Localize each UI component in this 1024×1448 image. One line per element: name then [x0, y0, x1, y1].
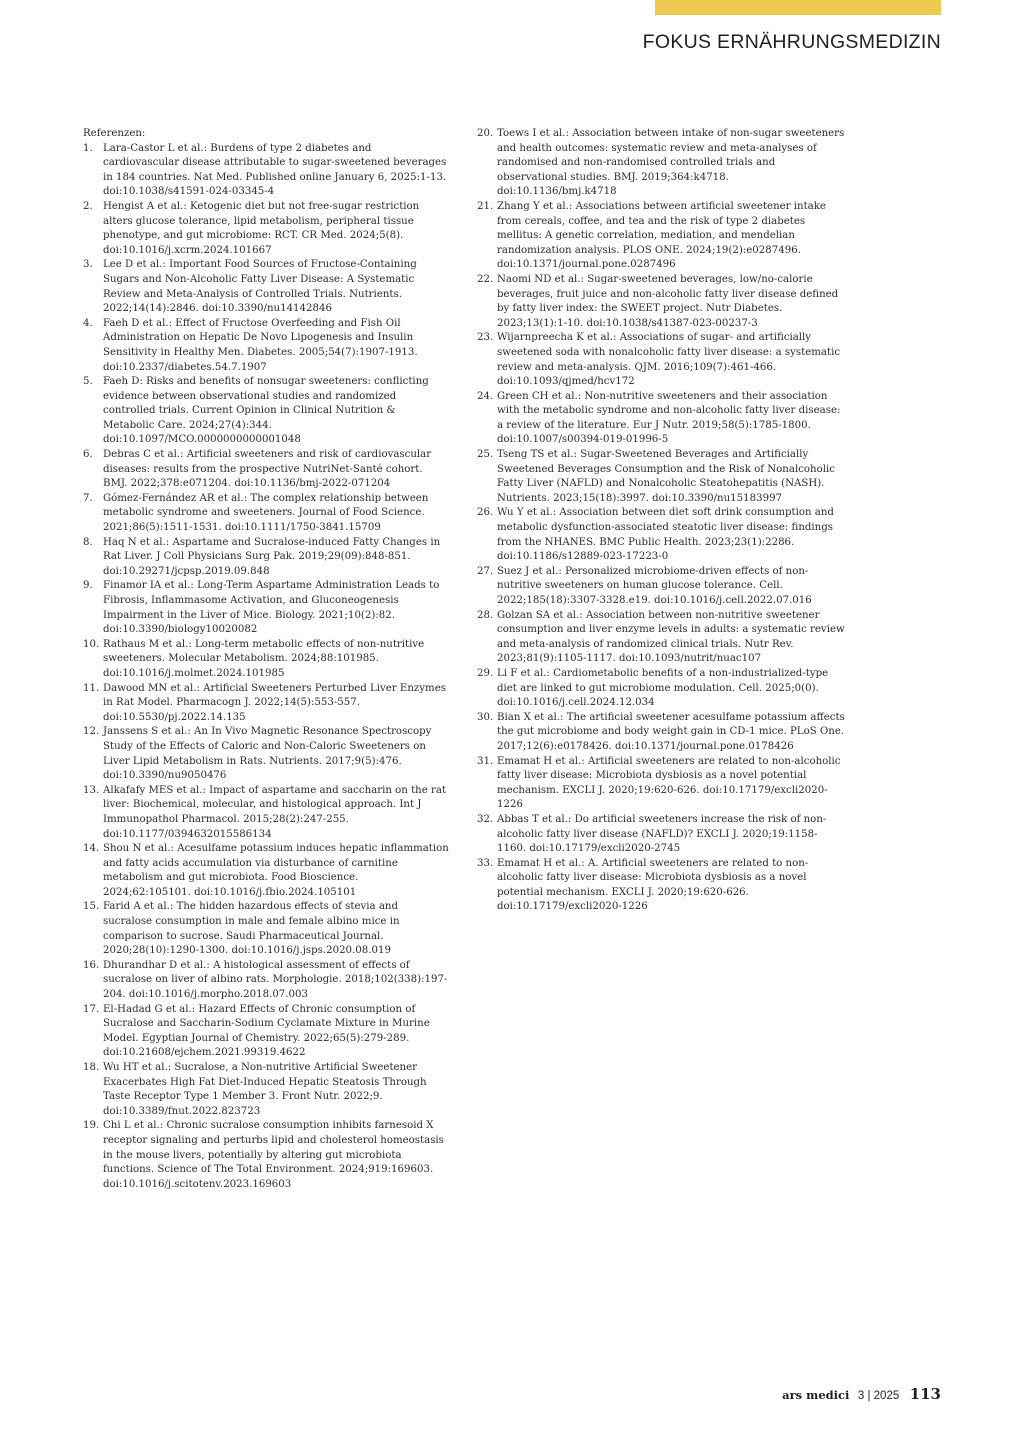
reference-text: Alkafafy MES et al.: Impact of aspartame and saccharin on the rat liver: Biochemical, molecular, and histological approach. Int J Immunopathol Pharmacol. 2015;28(2):247-255. doi:10.1177/0394632015586134 [103, 784, 447, 840]
reference-item [477, 813, 845, 857]
reference-item [83, 1119, 449, 1192]
reference-number: 3. [83, 259, 93, 271]
reference-text: Janssens S et al.: An In Vivo Magnetic Resonance Spectroscopy Study of the Effects of Caloric and Non-Caloric Sweeteners on Liver Lipid Metabolism in Rats. Nutrients. 2017;9(5):476. doi:10.3390/nu9050476 [103, 726, 432, 782]
reference-item [477, 273, 845, 331]
reference-number: 16. [83, 959, 100, 971]
reference-item [477, 667, 845, 711]
reference-item [477, 857, 845, 915]
reference-number: 30. [477, 711, 494, 723]
reference-text: Green CH et al.: Non-nutritive sweeteners and their association with the metabolic syndrome and non-alcoholic fatty liver disease: a review of the literature. Eur J Nutr. 2019;58(5):1785-1800. doi:10.1007/s00394-019-01996-5 [497, 390, 841, 446]
reference-number: 13. [83, 784, 100, 796]
reference-text: Zhang Y et al.: Associations between artificial sweetener intake from cereals, coffee, and tea and the risk of type 2 diabetes mellitus: A genetic correlation, mediation, and mendelian randomization analysis. PLOS ONE. 2024;19(2):e0287496. doi:10.1371/journal.pone.0287496 [497, 200, 826, 271]
reference-item [477, 711, 845, 755]
references-column-right [477, 127, 845, 915]
reference-number: 24. [477, 390, 494, 402]
page-footer [782, 1385, 941, 1404]
reference-text: Wu HT et al.: Sucralose, a Non-nutritive Artificial Sweetener Exacerbates High Fat Diet-Induced Hepatic Steatosis Through Taste Receptor Type 1 Member 3. Front Nutr. 2022;9. doi:10.3389/fnut.2022.823723 [103, 1062, 427, 1117]
reference-text: Haq N et al.: Aspartame and Sucralose-induced Fatty Changes in Rat Liver. J Coll Physicians Surg Pak. 2019;29(09):848-851. doi:10.29271/jcpsp.2019.09.848 [103, 536, 441, 577]
reference-item [83, 1003, 449, 1061]
reference-text: Emamat H et al.: Artificial sweeteners are related to non-alcoholic fatty liver disease: Microbiota dysbiosis as a novel potential mechanism. EXCLI J. 2020;19:620-626. doi:10.17179/excli2020-1226 [497, 755, 841, 811]
reference-text: Dhurandhar D et al.: A histological assessment of effects of sucralose on liver of albino rats. Morphologie. 2018;102(338):197-204. doi:10.1016/j.morpho.2018.07.003 [103, 959, 448, 1001]
reference-item [477, 200, 845, 273]
reference-text: Rathaus M et al.: Long-term metabolic effects of non-nutritive sweeteners. Molecular Metabolism. 2024;88:101985. doi:10.1016/j.molmet.2024.101985 [103, 638, 425, 679]
reference-item [477, 127, 845, 200]
reference-number: 18. [83, 1062, 100, 1073]
reference-number: 23. [477, 332, 494, 344]
reference-item [83, 258, 449, 316]
reference-number: 8. [83, 536, 93, 548]
reference-number: 9. [83, 580, 93, 592]
reference-text: Finamor IA et al.: Long-Term Aspartame Administration Leads to Fibrosis, Inflammasome Activation, and Gluconeogenesis Impairment in the Liver of Mice. Biology. 2021;10(2):82. doi:10.3390/biology10020082 [103, 580, 440, 636]
reference-text: Abbas T et al.: Do artificial sweeteners increase the risk of non-alcoholic fatty liver disease (NAFLD)? EXCLI J. 2020;19:1158-1160. doi:10.17179/excli2020-2745 [497, 813, 827, 855]
reference-item [83, 317, 449, 375]
reference-number: 6. [83, 449, 93, 461]
reference-item [83, 900, 449, 958]
reference-number: 1. [83, 142, 93, 154]
reference-text: Wu Y et al.: Association between diet soft drink consumption and metabolic dysfunction-associated steatotic liver disease: findings from the NHANES. BMC Public Health. 2023;23(1):2286. doi:10.1186/s12889-023-17223-0 [497, 507, 834, 563]
reference-text: Tseng TS et al.: Sugar-Sweetened Beverages and Artificially Sweetened Beverages Consumption and the Risk of Nonalcoholic Fatty Liver (NAFLD) and Nonalcoholic Steatohepatitis (NASH). Nutrients. 2023;15(18):3997. doi:10.3390/nu15183997 [497, 449, 835, 504]
reference-item [477, 331, 845, 389]
references-column-left [83, 142, 449, 1193]
reference-number: 29. [477, 667, 494, 679]
reference-text: Lara-Castor L et al.: Burdens of type 2 diabetes and cardiovascular disease attributable to sugar-sweetened beverages in 184 countries. Nat Med. Published online January 6, 2025:1-13. doi:10.1038/s41591-024-03345-4 [103, 142, 447, 198]
reference-item [477, 755, 845, 813]
reference-item [83, 579, 449, 637]
reference-number: 2. [83, 200, 93, 212]
reference-number: 17. [83, 1003, 100, 1015]
reference-item [83, 784, 449, 842]
reference-item [83, 638, 449, 682]
reference-item [83, 448, 449, 492]
reference-item [83, 492, 449, 536]
reference-text: El-Hadad G et al.: Hazard Effects of Chronic consumption of Sucralose and Saccharin-Sodium Cyclamate Mixture in Murine Model. Egyptian Journal of Chemistry. 2022;65(5):279-289. doi:10.21608/ejchem.2021.99319.4622 [103, 1003, 430, 1059]
reference-text: Lee D et al.: Important Food Sources of Fructose-Containing Sugars and Non-Alcoholic Fatty Liver Disease: A Systematic Review and Meta-Analysis of Controlled Trials. Nutrients. 2022;14(14):2846. doi:10.3390/nu14142846 [103, 259, 417, 315]
reference-text: Naomi ND et al.: Sugar-sweetened beverages, low/no-calorie beverages, fruit juice and non-alcoholic fatty liver disease defined by fatty liver index: the SWEET project. Nutr Diabetes. 2023;13(1):1-10. doi:10.1038/s41387-023-00237-3 [497, 273, 839, 329]
reference-item [477, 609, 845, 667]
reference-text: Hengist A et al.: Ketogenic diet but not free-sugar restriction alters glucose tolerance, lipid metabolism, peripheral tissue phenotype, and gut microbiome: RCT. CR Med. 2024;5(8). doi:10.1016/j.xcrm.2024.101667 [103, 200, 420, 256]
reference-number: 27. [477, 565, 494, 577]
reference-number: 26. [477, 507, 494, 519]
reference-number: 28. [477, 609, 494, 621]
journal-brand: ars medici [782, 1388, 850, 1402]
reference-number: 10. [83, 638, 100, 650]
reference-item [83, 1061, 449, 1119]
reference-text: Chi L et al.: Chronic sucralose consumption inhibits farnesoid X receptor signaling and perturbs lipid and cholesterol homeostasis in the mouse livers, potentially by altering gut microbiota functions. Science of The Total Environment. 2024;919:169603. doi:10.1016/j.scitotenv.2023.169603 [103, 1120, 444, 1190]
reference-text: Debras C et al.: Artificial sweeteners and risk of cardiovascular diseases: results from the prospective NutriNet-Santé cohort. BMJ. 2022;378:e071204. doi:10.1136/bmj-2022-071204 [103, 449, 432, 490]
reference-item [83, 536, 449, 580]
reference-item [477, 565, 845, 609]
reference-number: 32. [477, 813, 494, 825]
reference-number: 21. [477, 200, 494, 212]
reference-number: 11. [83, 682, 100, 694]
reference-number: 4. [83, 317, 93, 329]
reference-item [83, 725, 449, 783]
reference-item [83, 142, 449, 200]
reference-number: 15. [83, 901, 100, 913]
issue-label: 3 | 2025 [857, 1390, 900, 1402]
reference-item [83, 200, 449, 258]
reference-text: Faeh D et al.: Effect of Fructose Overfeeding and Fish Oil Administration on Hepatic De Novo Lipogenesis and Insulin Sensitivity in Healthy Men. Diabetes. 2005;54(7):1907-1913. doi:10.2337/diabetes.54.7.1907 [103, 317, 418, 373]
reference-number: 7. [83, 492, 93, 504]
page-number: 113 [909, 1385, 941, 1403]
reference-number: 31. [477, 755, 494, 767]
reference-text: Gómez-Fernández AR et al.: The complex relationship between metabolic syndrome and sweeteners. Journal of Food Science. 2021;86(5):1511-1531. doi:10.1111/1750-3841.15709 [103, 492, 429, 534]
reference-item [477, 506, 845, 564]
reference-number: 25. [477, 449, 494, 461]
reference-number: 14. [83, 843, 100, 855]
reference-item [83, 682, 449, 726]
reference-text: Emamat H et al.: A. Artificial sweeteners are related to non-alcoholic fatty liver disease: Microbiota dysbiosis as a novel potential mechanism. EXCLI J. 2020;19:620-626. doi:10.17179/excli2020-1226 [497, 857, 809, 913]
reference-text: Dawood MN et al.: Artificial Sweeteners Perturbed Liver Enzymes in Rat Model. Pharmacogn J. 2022;14(5):553-557. doi:10.5530/pj.2022.14.135 [103, 682, 446, 723]
reference-item [477, 390, 845, 448]
reference-item [477, 448, 845, 506]
references-label: Referenzen: [83, 128, 146, 139]
reference-text: Suez J et al.: Personalized microbiome-driven effects of non-nutritive sweeteners on human glucose tolerance. Cell. 2022;185(18):3307-3328.e19. doi:10.1016/j.cell.2022.07.016 [497, 565, 812, 606]
reference-text: Wijarnpreecha K et al.: Associations of sugar- and artificially sweetened soda with nonalcoholic fatty liver disease: a systematic review and meta-analysis. QJM. 2016;109(7):461-466. doi:10.1093/qjmed/hcv172 [497, 332, 841, 388]
reference-number: 19. [83, 1120, 100, 1132]
reference-number: 20. [477, 128, 494, 139]
accent-bar [655, 0, 941, 15]
reference-number: 33. [477, 857, 494, 869]
reference-text: Shou N et al.: Acesulfame potassium induces hepatic inflammation and fatty acids accumulation via disturbance of carnitine metabolism and gut microbiota. Food Bioscience. 2024;62:105101. doi:10.1016/j.fbio.2024.105101 [103, 843, 449, 898]
reference-item [83, 375, 449, 448]
reference-text: Li F et al.: Cardiometabolic benefits of a non-industrialized-type diet are linked to gut microbiome modulation. Cell. 2025;0(0). doi:10.1016/j.cell.2024.12.034 [497, 667, 829, 709]
reference-number: 22. [477, 273, 494, 285]
reference-number: 5. [83, 376, 93, 388]
section-title: FOKUS ERNÄHRUNGSMEDIZIN [642, 31, 941, 53]
reference-item [83, 842, 449, 900]
reference-text: Faeh D: Risks and benefits of nonsugar sweeteners: conflicting evidence between observational studies and randomized controlled trials. Current Opinion in Clinical Nutrition & Metabolic Care. 2024;27(4):344. doi:10.1097/MCO.0000000000001048 [103, 376, 429, 446]
reference-text: Bian X et al.: The artificial sweetener acesulfame potassium affects the gut microbiome and body weight gain in CD-1 mice. PLoS One. 2017;12(6):e0178426. doi:10.1371/journal.pone.0178426 [497, 711, 845, 752]
reference-text: Golzan SA et al.: Association between non-nutritive sweetener consumption and liver enzyme levels in adults: a systematic review and meta-analysis of randomized clinical trials. Nutr Rev. 2023;81(9):1105-1117. doi:10.1093/nutrit/nuac107 [497, 609, 845, 665]
reference-text: Toews I et al.: Association between intake of non-sugar sweeteners and health outcomes: systematic review and meta-analyses of randomised and non-randomised controlled trials and observational studies. BMJ. 2019;364:k4718. doi:10.1136/bmj.k4718 [497, 128, 845, 198]
reference-text: Farid A et al.: The hidden hazardous effects of stevia and sucralose consumption in male and female albino mice in comparison to sucrose. Saudi Pharmaceutical Journal. 2020;28(10):1290-1300. doi:10.1016/j.jsps.2020.08.019 [103, 901, 400, 957]
reference-item [83, 959, 449, 1003]
reference-number: 12. [83, 726, 100, 738]
